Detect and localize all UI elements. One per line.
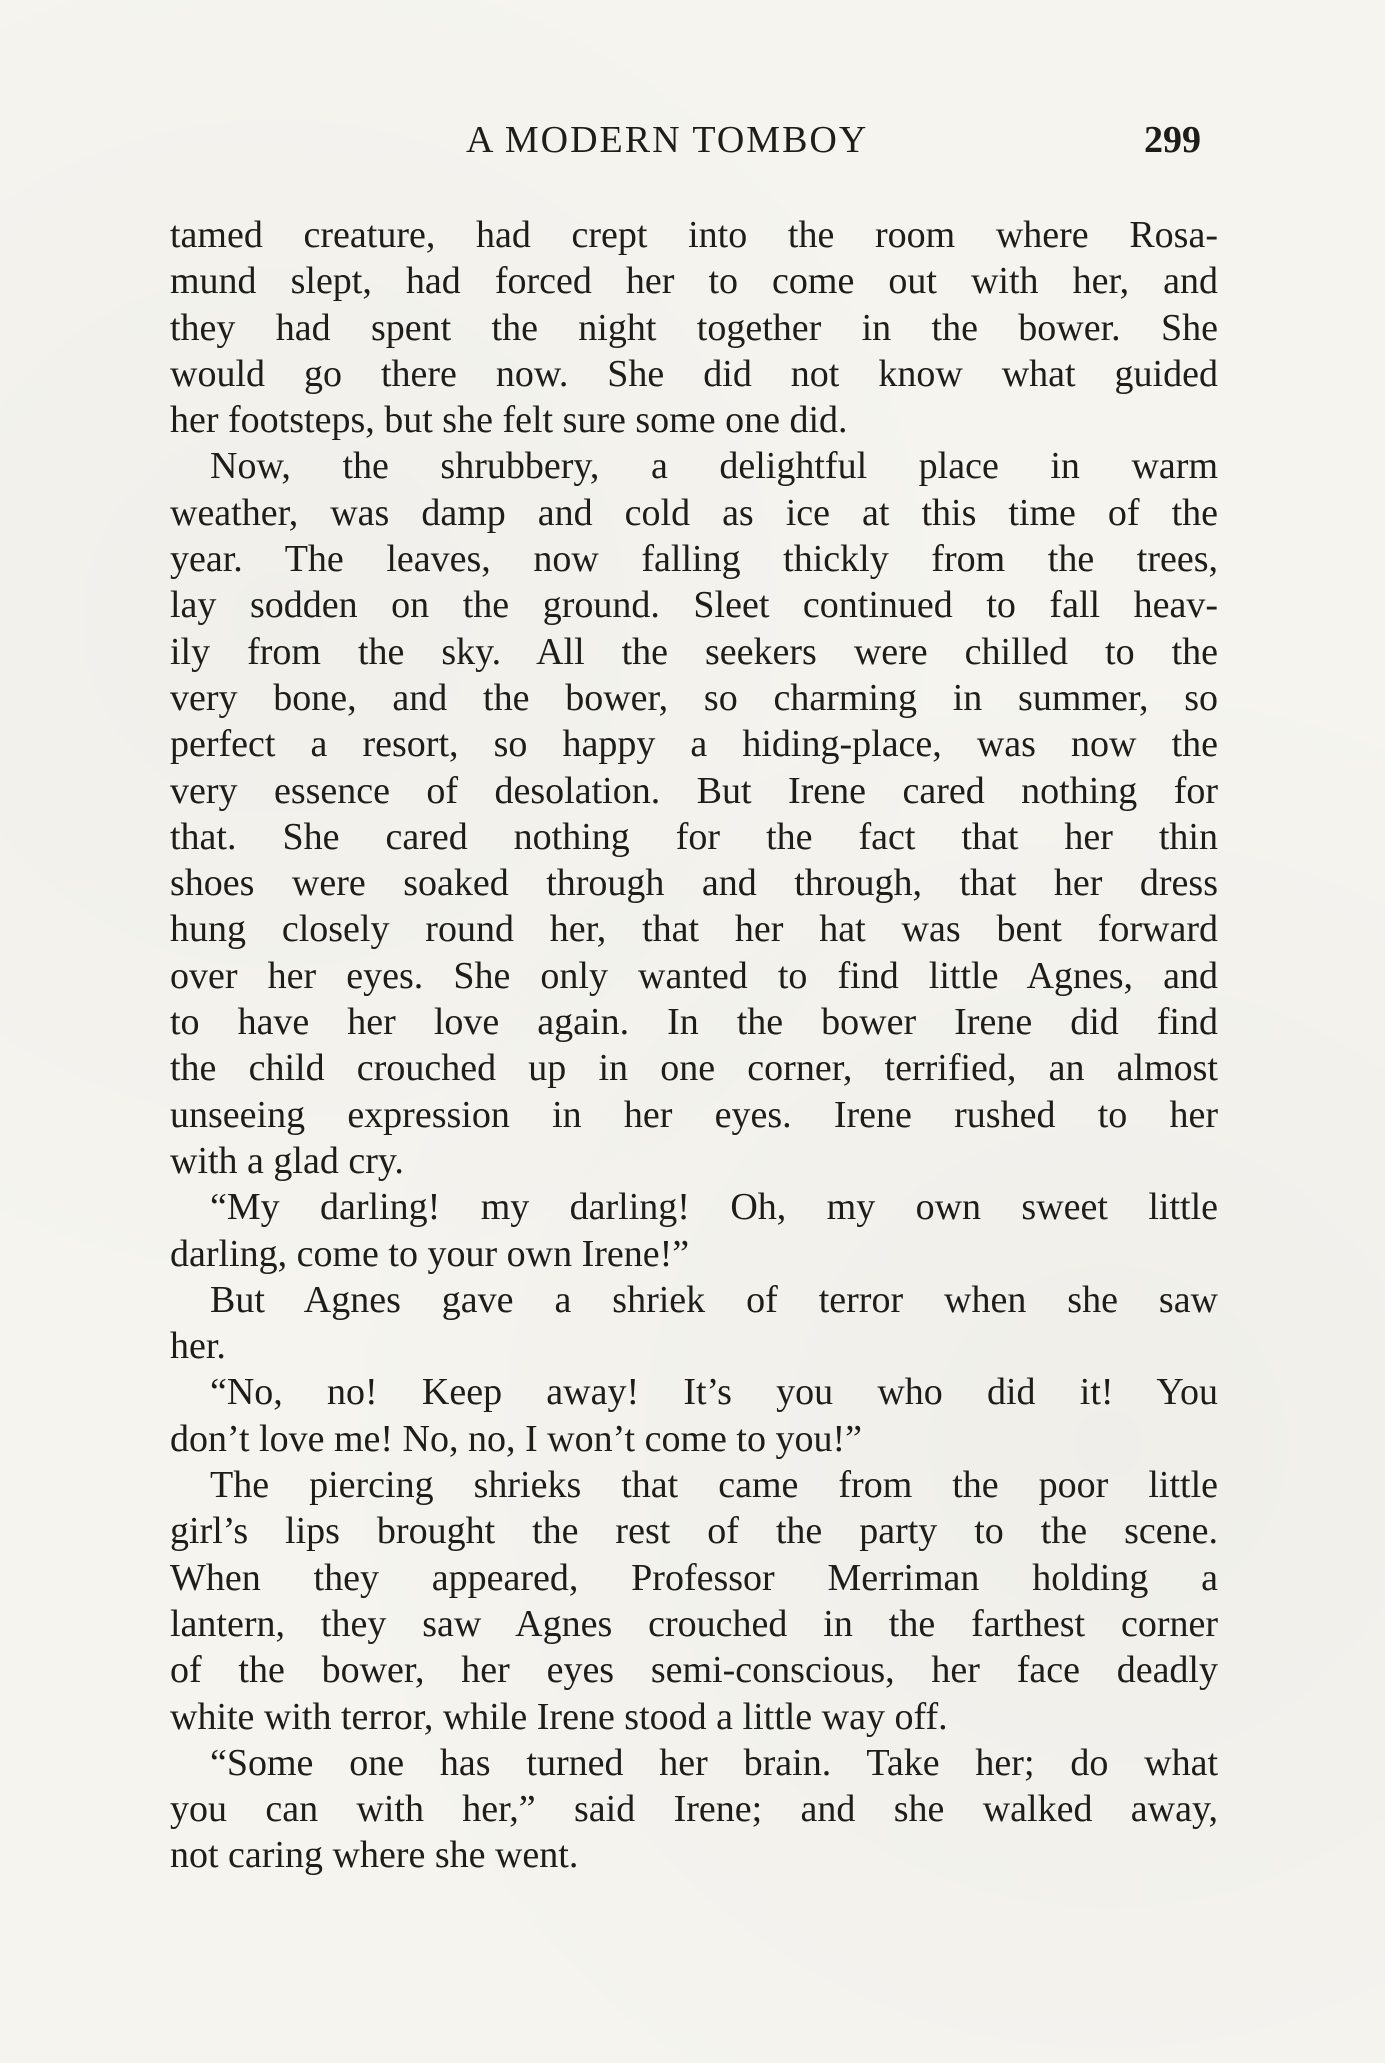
text-line: “No, no! Keep away! It’s you who did it! You <box>210 1371 1218 1414</box>
text-line: But Agnes gave a shriek of terror when she saw <box>210 1278 1218 1321</box>
text-line: not caring where she went. <box>170 1834 579 1877</box>
text-line: with a glad cry. <box>170 1139 404 1182</box>
page-number: 299 <box>1144 119 1201 161</box>
text-line: ily from the sky. All the seekers were chilled to the <box>170 630 1218 673</box>
text-line: tamed creature, had crept into the room where Rosa- <box>170 214 1218 256</box>
text-line: Now, the shrubbery, a delightful place in warm <box>210 445 1218 488</box>
body-text <box>170 212 1218 1879</box>
text-line: “Some one has turned her brain. Take her; do what <box>210 1741 1218 1784</box>
text-line: of the bower, her eyes semi-conscious, her face deadly <box>170 1649 1218 1692</box>
text-line: very essence of desolation. But Irene cared nothing for <box>170 769 1218 812</box>
text-line: lantern, they saw Agnes crouched in the farthest corner <box>170 1602 1218 1645</box>
text-line: lay sodden on the ground. Sleet continued to fall heav- <box>170 584 1218 627</box>
text-line: perfect a resort, so happy a hiding-place, was now the <box>170 723 1218 766</box>
text-line: would go there now. She did not know what guided <box>170 352 1218 395</box>
text-line: weather, was damp and cold as ice at this time of the <box>170 491 1218 534</box>
text-line: “My darling! my darling! Oh, my own sweet little <box>210 1186 1218 1229</box>
text-line: her footsteps, but she felt sure some one did. <box>170 399 848 442</box>
text-line: white with terror, while Irene stood a little way off. <box>170 1695 948 1738</box>
text-line: you can with her,” said Irene; and she walked away, <box>170 1788 1218 1831</box>
text-line: to have her love again. In the bower Irene did find <box>170 1001 1218 1044</box>
text-line: the child crouched up in one corner, terrified, an almost <box>170 1047 1218 1090</box>
text-line: her. <box>170 1325 226 1368</box>
text-line: unseeing expression in her eyes. Irene rushed to her <box>170 1093 1218 1136</box>
text-line: year. The leaves, now falling thickly from the trees, <box>170 538 1218 581</box>
text-line: over her eyes. She only wanted to find little Agnes, and <box>170 954 1218 997</box>
text-line: darling, come to your own Irene!” <box>170 1232 690 1275</box>
text-line: When they appeared, Professor Merriman holding a <box>170 1556 1218 1599</box>
text-line: mund slept, had forced her to come out with her, and <box>170 260 1218 303</box>
running-title: A MODERN TOMBOY <box>466 119 869 161</box>
text-line: very bone, and the bower, so charming in summer, so <box>170 676 1218 719</box>
text-line: hung closely round her, that her hat was bent forward <box>170 908 1218 951</box>
text-line: don’t love me! No, no, I won’t come to you!” <box>170 1417 862 1460</box>
text-line: The piercing shrieks that came from the poor little <box>210 1464 1218 1507</box>
text-line: that. She cared nothing for the fact that her thin <box>170 815 1218 858</box>
text-line: girl’s lips brought the rest of the party to the scene. <box>170 1510 1218 1553</box>
text-line: they had spent the night together in the bower. She <box>170 306 1218 349</box>
text-line: shoes were soaked through and through, that her dress <box>170 862 1218 905</box>
page-header <box>0 118 1385 168</box>
